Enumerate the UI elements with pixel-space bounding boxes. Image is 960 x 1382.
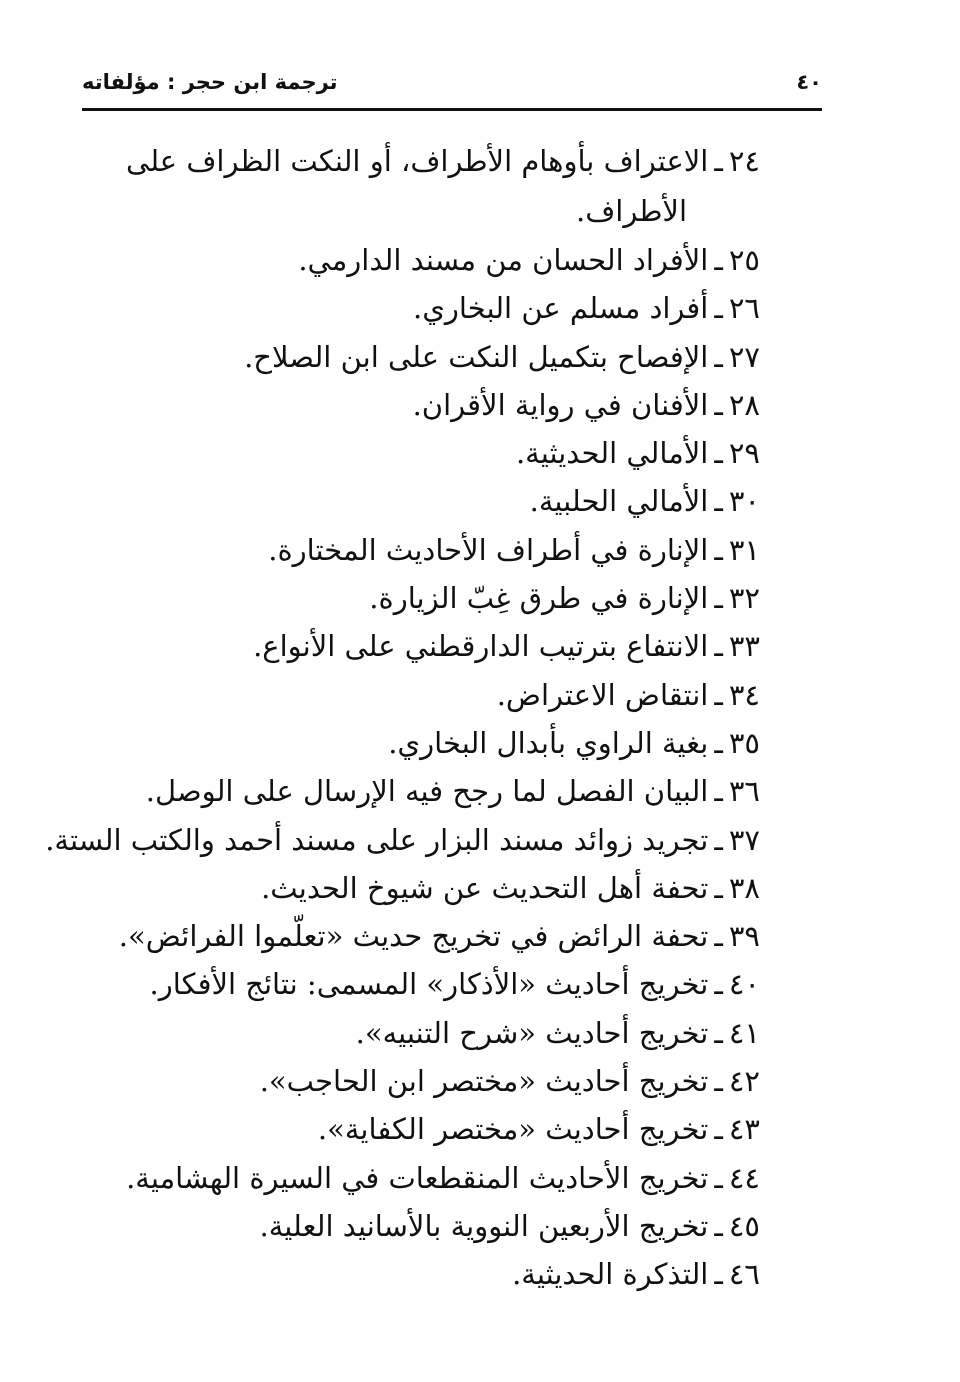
item-title: الإنارة في أطراف الأحاديث المختارة.: [268, 532, 709, 567]
list-item: ٢٨ـالأفنان في رواية الأقران.: [70, 381, 760, 429]
list-item: ٣٥ـبغية الراوي بأبدال البخاري.: [70, 719, 760, 767]
item-title: تخريج الأحاديث المنقطعات في السيرة الهشامية.: [126, 1160, 709, 1195]
list-item: ٣٧ـتجريد زوائد مسند البزار على مسند أحمد والكتب الستة.: [70, 816, 760, 864]
list-item: ٣٦ـالبيان الفصل لما رجح فيه الإرسال على الوصل.: [70, 767, 760, 815]
item-number: ٢٥: [728, 243, 760, 277]
list-item: ٤٥ـتخريج الأربعين النووية بالأسانيد العلية.: [70, 1202, 760, 1250]
item-number: ٣٧: [728, 822, 760, 857]
item-number: ٢٦: [728, 291, 760, 326]
item-title: البيان الفصل لما رجح فيه الإرسال على الوصل.: [145, 774, 709, 809]
item-number: ٤٦: [728, 1257, 760, 1292]
item-number: ٣٦: [728, 774, 760, 809]
item-number: ٤١: [728, 1015, 760, 1050]
item-title: الاعتراف بأوهام الأطراف، أو النكت الظراف على: [126, 144, 709, 178]
works-list: [45, 136, 760, 1299]
page-number: ٤٠: [796, 70, 822, 94]
item-number: ٣٤: [728, 677, 760, 712]
item-number: ٤٢: [728, 1064, 760, 1099]
list-item: ٤٣ـتخريج أحاديث «مختصر الكفاية».: [70, 1105, 760, 1153]
item-title: تحفة أهل التحديث عن شيوخ الحديث.: [261, 870, 709, 905]
list-item: ٣٤ـانتقاض الاعتراض.: [70, 671, 760, 719]
item-title: التذكرة الحديثية.: [512, 1257, 709, 1292]
item-title: الانتفاع بترتيب الدارقطني على الأنواع.: [253, 629, 709, 664]
list-item: ٣٠ـالأمالي الحلبية.: [70, 477, 760, 525]
item-title: الأمالي الحلبية.: [529, 484, 709, 519]
item-title: الأفراد الحسان من مسند الدارمي.: [298, 243, 709, 277]
item-title: بغية الراوي بأبدال البخاري.: [388, 725, 709, 760]
list-item: ٣٢ـالإنارة في طرق غِبّ الزيارة.: [70, 574, 760, 622]
list-item: ٢٥ـالأفراد الحسان من مسند الدارمي.: [70, 236, 760, 284]
list-item: ٣٣ـالانتفاع بترتيب الدارقطني على الأنواع.: [70, 622, 760, 670]
item-number: ٢٨: [728, 387, 760, 422]
list-item: ٢٦ـأفراد مسلم عن البخاري.: [70, 284, 760, 332]
list-item: ٢٩ـالأمالي الحديثية.: [70, 429, 760, 477]
item-title: تخريج أحاديث «شرح التنبيه».: [355, 1015, 709, 1050]
list-item: ٤١ـتخريج أحاديث «شرح التنبيه».: [70, 1009, 760, 1057]
running-title: ترجمة ابن حجر : مؤلفاته: [82, 70, 338, 94]
list-item: ٤٤ـتخريج الأحاديث المنقطعات في السيرة الهشامية.: [70, 1154, 760, 1202]
list-item: ٢٤ـالاعتراف بأوهام الأطراف، أو النكت الظراف على الأطراف.: [70, 136, 760, 236]
item-number: ٣١: [728, 532, 760, 567]
item-title: تجريد زوائد مسند البزار على مسند أحمد والكتب الستة.: [45, 822, 709, 857]
item-number: ٤٠: [728, 967, 760, 1002]
item-title: الأفنان في رواية الأقران.: [412, 387, 709, 422]
item-number: ٢٩: [728, 436, 760, 471]
list-item: ٣٨ـتحفة أهل التحديث عن شيوخ الحديث.: [70, 864, 760, 912]
item-title: تخريج أحاديث «مختصر الكفاية».: [317, 1112, 709, 1147]
list-item: ٣٩ـتحفة الرائض في تخريج حديث «تعلّموا الفرائض».: [70, 912, 760, 960]
running-head: [82, 70, 822, 106]
item-number: ٢٤: [728, 144, 760, 178]
item-title: الإنارة في طرق غِبّ الزيارة.: [369, 581, 709, 616]
list-item: ٤٢ـتخريج أحاديث «مختصر ابن الحاجب».: [70, 1057, 760, 1105]
item-title-continuation: الأطراف.: [575, 194, 687, 228]
list-item: ٣١ـالإنارة في أطراف الأحاديث المختارة.: [70, 526, 760, 574]
item-number: ٣٢: [728, 581, 760, 616]
item-title: انتقاض الاعتراض.: [496, 677, 709, 712]
item-title: الإفصاح بتكميل النكت على ابن الصلاح.: [244, 339, 709, 374]
item-number: ٤٣: [728, 1112, 760, 1147]
item-number: ٤٥: [728, 1208, 760, 1243]
item-number: ٢٧: [728, 339, 760, 374]
item-number: ٣٠: [728, 484, 760, 519]
item-title: أفراد مسلم عن البخاري.: [412, 291, 709, 326]
item-number: ٣٥: [728, 725, 760, 760]
item-title: تخريج أحاديث «مختصر ابن الحاجب».: [259, 1064, 709, 1099]
item-title: تخريج الأربعين النووية بالأسانيد العلية.: [259, 1208, 709, 1243]
list-item: ٤٠ـتخريج أحاديث «الأذكار» المسمى: نتائج الأفكار.: [70, 960, 760, 1008]
item-title: تخريج أحاديث «الأذكار» المسمى: نتائج الأفكار.: [149, 967, 709, 1002]
item-title: الأمالي الحديثية.: [515, 436, 709, 471]
list-item: ٤٦ـالتذكرة الحديثية.: [70, 1250, 760, 1298]
item-number: ٤٤: [728, 1160, 760, 1195]
list-item: ٢٧ـالإفصاح بتكميل النكت على ابن الصلاح.: [70, 333, 760, 381]
item-title: تحفة الرائض في تخريج حديث «تعلّموا الفرائض».: [118, 919, 709, 954]
item-number: ٣٣: [728, 629, 760, 664]
item-number: ٣٩: [728, 919, 760, 954]
header-rule: [82, 108, 822, 111]
item-number: ٣٨: [728, 870, 760, 905]
